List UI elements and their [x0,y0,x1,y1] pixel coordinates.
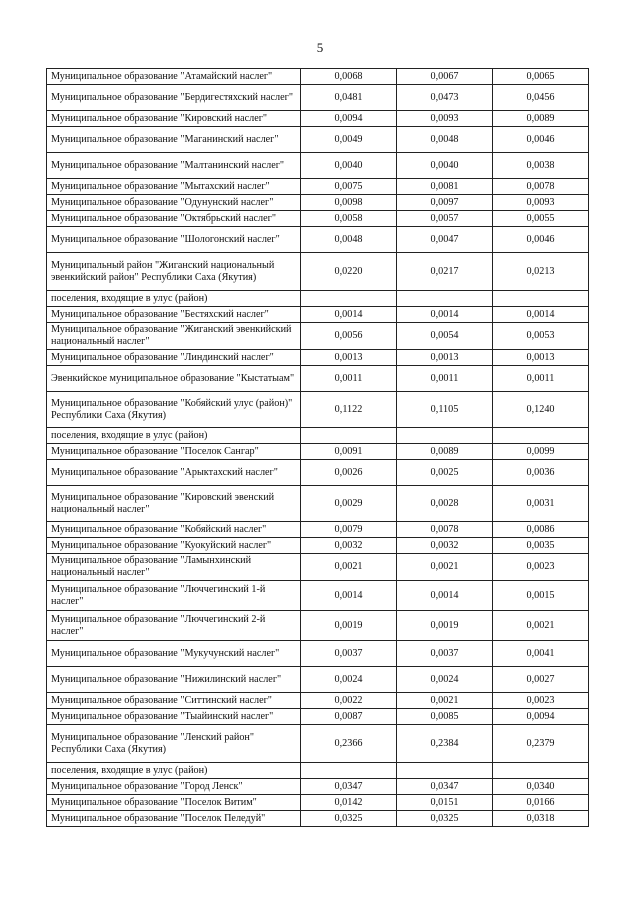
row-value-2: 0,0054 [397,323,493,350]
row-value-2: 0,0021 [397,693,493,709]
row-value-1: 0,0024 [301,667,397,693]
row-value-1: 0,0087 [301,709,397,725]
row-value-3: 0,0013 [493,350,589,366]
row-value-1 [301,428,397,444]
table-row [47,486,589,522]
row-value-2: 0,0048 [397,127,493,153]
row-value-1: 0,0013 [301,350,397,366]
row-value-2: 0,0085 [397,709,493,725]
row-value-2: 0,0067 [397,69,493,85]
row-value-3: 0,0053 [493,323,589,350]
row-value-1: 0,0347 [301,779,397,795]
table-row [47,85,589,111]
table-row [47,641,589,667]
row-value-2 [397,291,493,307]
row-name: Муниципальное образование "Город Ленск" [47,779,301,795]
table-row [47,428,589,444]
row-value-3: 0,0015 [493,581,589,611]
row-value-1: 0,0040 [301,153,397,179]
row-value-1: 0,0014 [301,307,397,323]
row-value-2: 0,0024 [397,667,493,693]
row-value-2: 0,0217 [397,253,493,291]
row-name: Муниципальное образование "Линдинский наслег" [47,350,301,366]
row-value-1: 0,0032 [301,538,397,554]
row-name: поселения, входящие в улус (район) [47,428,301,444]
table-row [47,127,589,153]
row-value-1: 0,0014 [301,581,397,611]
row-value-2: 0,0347 [397,779,493,795]
row-name: Муниципальное образование "Ламынхинский национальный наслег" [47,554,301,581]
row-name: Эвенкийское муниципальное образование "Кыстатыам" [47,366,301,392]
row-value-2: 0,0089 [397,444,493,460]
table-row [47,153,589,179]
row-name: Муниципальное образование "Ленский район" Республики Саха (Якутия) [47,725,301,763]
row-value-3: 0,0099 [493,444,589,460]
table-row [47,211,589,227]
row-name: Муниципальное образование "Тыайинский наслег" [47,709,301,725]
table-row [47,554,589,581]
row-name: Муниципальное образование "Октябрьский наслег" [47,211,301,227]
row-value-2: 0,0047 [397,227,493,253]
row-value-1: 0,0037 [301,641,397,667]
row-value-1: 0,0325 [301,811,397,827]
row-name: Муниципальное образование "Ситтинский наслег" [47,693,301,709]
row-value-3: 0,0094 [493,709,589,725]
row-name: Муниципальное образование "Шологонский наслег" [47,227,301,253]
table-row [47,69,589,85]
row-name: Муниципальное образование "Поселок Пеледуй" [47,811,301,827]
row-name: Муниципальное образование "Атамайский наслег" [47,69,301,85]
row-value-3: 0,0065 [493,69,589,85]
row-value-3: 0,0023 [493,693,589,709]
row-value-1: 0,0098 [301,195,397,211]
row-value-1: 0,0011 [301,366,397,392]
row-value-1: 0,0094 [301,111,397,127]
row-value-2: 0,0025 [397,460,493,486]
row-name: Муниципальное образование "Кобяйский улус (район)" Республики Саха (Якутия) [47,392,301,428]
row-value-1: 0,0079 [301,522,397,538]
row-value-2: 0,2384 [397,725,493,763]
row-value-2: 0,0057 [397,211,493,227]
table-row [47,195,589,211]
table-row [47,444,589,460]
row-name: поселения, входящие в улус (район) [47,763,301,779]
table-row [47,366,589,392]
row-value-1: 0,0048 [301,227,397,253]
row-value-3: 0,0023 [493,554,589,581]
row-value-1: 0,0022 [301,693,397,709]
row-value-1: 0,0481 [301,85,397,111]
table-row [47,307,589,323]
row-name: Муниципальное образование "Арыктахский наслег" [47,460,301,486]
row-value-3 [493,291,589,307]
row-value-3: 0,0456 [493,85,589,111]
row-value-3: 0,0340 [493,779,589,795]
page-number: 5 [316,40,324,55]
row-value-2: 0,0014 [397,581,493,611]
table-row [47,725,589,763]
row-value-2: 0,0011 [397,366,493,392]
row-value-1: 0,0068 [301,69,397,85]
row-value-1: 0,0029 [301,486,397,522]
table-row [47,538,589,554]
row-value-3: 0,0089 [493,111,589,127]
row-value-2: 0,1105 [397,392,493,428]
row-value-1: 0,1122 [301,392,397,428]
row-value-3: 0,0046 [493,127,589,153]
table-row [47,693,589,709]
row-value-1: 0,0056 [301,323,397,350]
row-value-1: 0,0019 [301,611,397,641]
row-value-3: 0,0041 [493,641,589,667]
table-row [47,179,589,195]
row-name: Муниципальное образование "Маганинский наслег" [47,127,301,153]
row-name: поселения, входящие в улус (район) [47,291,301,307]
row-value-1 [301,763,397,779]
row-name: Муниципальное образование "Мытахский наслег" [47,179,301,195]
row-name: Муниципальное образование "Мукучунский наслег" [47,641,301,667]
row-value-1: 0,0026 [301,460,397,486]
row-value-1: 0,0220 [301,253,397,291]
row-value-2: 0,0014 [397,307,493,323]
row-name: Муниципальное образование "Бердигестяхский наслег" [47,85,301,111]
row-name: Муниципальное образование "Люччегинский 1-й наслег" [47,581,301,611]
table-row [47,253,589,291]
table-row [47,111,589,127]
table-row [47,323,589,350]
row-value-3: 0,0213 [493,253,589,291]
row-value-2: 0,0325 [397,811,493,827]
row-value-3: 0,2379 [493,725,589,763]
row-value-3: 0,0046 [493,227,589,253]
row-value-1 [301,291,397,307]
row-value-2: 0,0097 [397,195,493,211]
row-name: Муниципальное образование "Поселок Витим" [47,795,301,811]
row-name: Муниципальный район "Жиганский национальный эвенкийский район" Республики Саха (Якутия) [47,253,301,291]
row-value-3: 0,0035 [493,538,589,554]
row-value-2: 0,0473 [397,85,493,111]
row-value-3: 0,0011 [493,366,589,392]
municipal-coefficients-table [46,68,589,827]
row-value-3: 0,0021 [493,611,589,641]
row-name: Муниципальное образование "Кировский наслег" [47,111,301,127]
table-row [47,667,589,693]
table-row [47,392,589,428]
row-value-3: 0,0166 [493,795,589,811]
table-row [47,611,589,641]
row-name: Муниципальное образование "Куокуйский наслег" [47,538,301,554]
row-value-3: 0,0027 [493,667,589,693]
row-value-3: 0,0014 [493,307,589,323]
row-value-2: 0,0021 [397,554,493,581]
row-name: Муниципальное образование "Малтанинский наслег" [47,153,301,179]
row-name: Муниципальное образование "Бестяхский наслег" [47,307,301,323]
row-name: Муниципальное образование "Поселок Сангар" [47,444,301,460]
row-value-3 [493,763,589,779]
table-row [47,795,589,811]
row-value-2: 0,0151 [397,795,493,811]
row-value-2: 0,0013 [397,350,493,366]
table-row [47,522,589,538]
row-value-2: 0,0040 [397,153,493,179]
row-value-2 [397,428,493,444]
row-value-2: 0,0081 [397,179,493,195]
row-value-1: 0,0075 [301,179,397,195]
row-value-3: 0,0318 [493,811,589,827]
row-name: Муниципальное образование "Кировский эвенский национальный наслег" [47,486,301,522]
row-value-3 [493,428,589,444]
row-name: Муниципальное образование "Люччегинский 2-й наслег" [47,611,301,641]
row-value-2: 0,0037 [397,641,493,667]
row-name: Муниципальное образование "Кобяйский наслег" [47,522,301,538]
row-value-3: 0,0038 [493,153,589,179]
row-name: Муниципальное образование "Одунунский наслег" [47,195,301,211]
row-value-3: 0,0036 [493,460,589,486]
row-value-3: 0,0093 [493,195,589,211]
row-value-3: 0,0086 [493,522,589,538]
table-row [47,227,589,253]
row-value-3: 0,0031 [493,486,589,522]
row-value-1: 0,0049 [301,127,397,153]
row-value-1: 0,0091 [301,444,397,460]
row-value-2: 0,0032 [397,538,493,554]
table-row [47,811,589,827]
row-name: Муниципальное образование "Нижилинский наслег" [47,667,301,693]
row-name: Муниципальное образование "Жиганский эвенкийский национальный наслег" [47,323,301,350]
row-value-3: 0,0078 [493,179,589,195]
row-value-1: 0,0058 [301,211,397,227]
row-value-2: 0,0078 [397,522,493,538]
table-row [47,291,589,307]
row-value-2 [397,763,493,779]
table-row [47,779,589,795]
row-value-3: 0,1240 [493,392,589,428]
table-row [47,460,589,486]
row-value-2: 0,0028 [397,486,493,522]
row-value-2: 0,0093 [397,111,493,127]
table-row [47,763,589,779]
row-value-2: 0,0019 [397,611,493,641]
row-value-1: 0,2366 [301,725,397,763]
table-row [47,709,589,725]
table-row [47,581,589,611]
row-value-1: 0,0142 [301,795,397,811]
table-row [47,350,589,366]
row-value-1: 0,0021 [301,554,397,581]
row-value-3: 0,0055 [493,211,589,227]
